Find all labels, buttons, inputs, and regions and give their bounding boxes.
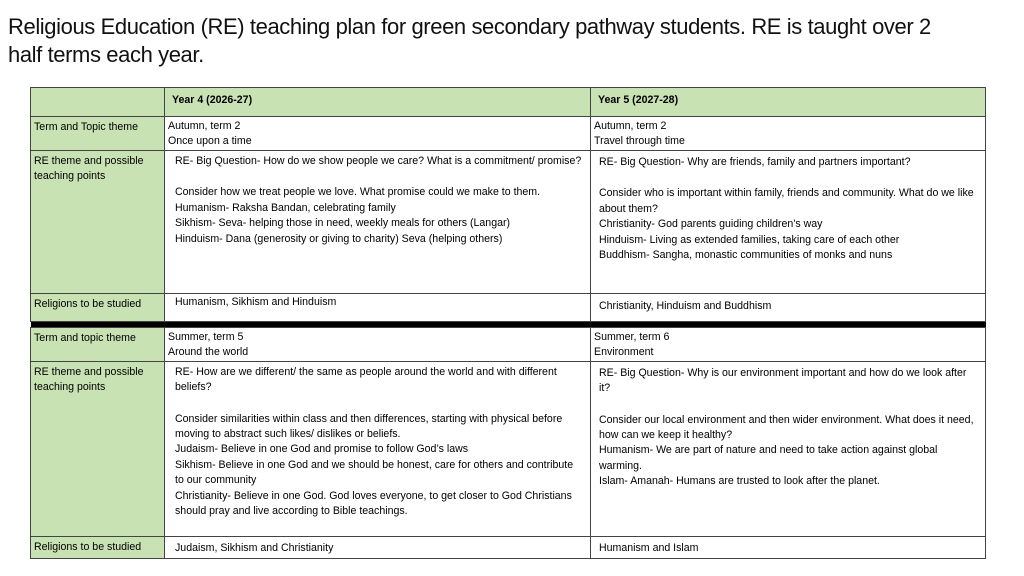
teaching-point: Christianity- God parents guiding children's way bbox=[599, 218, 823, 231]
teaching-point: Sikhism- Seva- helping those in need, weekly meals for others (Langar) bbox=[175, 217, 511, 230]
table-row bbox=[31, 328, 986, 362]
table-row bbox=[31, 151, 986, 294]
teaching-point: Humanism- Raksha Bandan, celebrating family bbox=[175, 201, 396, 214]
spacer bbox=[599, 170, 977, 186]
table-row bbox=[31, 294, 986, 322]
year5-term-cell bbox=[591, 328, 986, 362]
term-name: Summer, term 5 bbox=[168, 331, 244, 343]
big-question: RE- Big Question- Why is our environment important and how do we look after it? bbox=[599, 366, 967, 395]
table-row bbox=[31, 117, 986, 151]
table-row bbox=[31, 536, 986, 558]
teaching-point: Islam- Amanah- Humans are trusted to look after the planet. bbox=[599, 475, 880, 488]
teaching-point: Consider how we treat people we love. What promise could we make to them. bbox=[175, 186, 541, 199]
teaching-point: Sikhism- Believe in one God and we should be honest, care for others and contribute to our community bbox=[175, 458, 574, 487]
spacer bbox=[599, 397, 977, 413]
row-label-re-theme: RE theme and possible teaching points bbox=[31, 151, 165, 294]
teaching-point: Consider who is important within family, friends and community. What do we like about them? bbox=[599, 187, 974, 215]
table-row bbox=[31, 361, 986, 536]
re-plan-table bbox=[30, 87, 986, 559]
spacer bbox=[175, 396, 582, 412]
teaching-point: Consider similarities within class and then differences, starting with physical before moving to abstract such likes/ dislikes or beliefs. bbox=[175, 412, 563, 441]
big-question: RE- Big Question- Why are friends, family and partners important? bbox=[599, 156, 911, 168]
year5-term-cell bbox=[591, 117, 986, 151]
big-question: RE- Big Question- How do we show people we care? What is a commitment/ promise? bbox=[175, 155, 582, 167]
topic-name: Travel through time bbox=[594, 135, 685, 148]
term-name: Autumn, term 2 bbox=[594, 120, 667, 132]
term-name: Autumn, term 2 bbox=[168, 120, 241, 132]
year4-header: Year 4 (2026-27) bbox=[165, 88, 591, 117]
term-name: Summer, term 6 bbox=[594, 331, 670, 343]
row-label-re-theme: RE theme and possible teaching points bbox=[31, 361, 165, 536]
year4-theme-cell bbox=[165, 361, 591, 536]
year4-term-cell bbox=[165, 328, 591, 362]
year4-theme-cell bbox=[165, 151, 591, 294]
topic-name: Environment bbox=[594, 346, 654, 359]
topic-name: Around the world bbox=[168, 346, 249, 359]
teaching-point: Consider our local environment and then wider environment. What does it need, how can we keep it healthy? bbox=[599, 413, 974, 442]
row-label-religions: Religions to be studied bbox=[31, 294, 165, 322]
topic-name: Once upon a time bbox=[168, 135, 252, 148]
big-question: RE- How are we different/ the same as people around the world and with different beliefs? bbox=[175, 365, 557, 394]
teaching-point: Humanism- We are part of nature and need to take action against global warming. bbox=[599, 444, 938, 472]
year-header-row bbox=[31, 88, 986, 117]
teaching-point: Buddhism- Sangha, monastic communities of monks and nuns bbox=[599, 249, 893, 262]
year4-term-cell bbox=[165, 117, 591, 151]
teaching-point: Christianity- Believe in one God. God loves everyone, to get closer to God Christians should pray and live according to Bible teachings. bbox=[175, 489, 572, 518]
spacer bbox=[175, 169, 582, 185]
teaching-point: Hinduism- Dana (generosity or giving to charity) Seva (helping others) bbox=[175, 232, 503, 245]
teaching-point: Judaism- Believe in one God and promise to follow God’s laws bbox=[175, 443, 469, 456]
year5-theme-cell bbox=[591, 151, 986, 294]
year5-header: Year 5 (2027-28) bbox=[591, 88, 986, 117]
year5-religions: Humanism and Islam bbox=[591, 536, 986, 558]
year5-religions: Christianity, Hinduism and Buddhism bbox=[591, 294, 986, 322]
page-title: Religious Education (RE) teaching plan for green secondary pathway students. RE is taught over 2 half terms each year. bbox=[8, 14, 931, 67]
year4-religions: Humanism, Sikhism and Hinduism bbox=[165, 294, 591, 322]
row-label-term-topic: Term and topic theme bbox=[31, 328, 165, 362]
year4-religions: Judaism, Sikhism and Christianity bbox=[165, 536, 591, 558]
row-label-term-topic: Term and Topic theme bbox=[31, 117, 165, 151]
row-label-religions: Religions to be studied bbox=[31, 536, 165, 558]
corner-cell bbox=[31, 88, 165, 117]
year5-theme-cell bbox=[591, 361, 986, 536]
teaching-point: Hinduism- Living as extended families, taking care of each other bbox=[599, 233, 900, 246]
